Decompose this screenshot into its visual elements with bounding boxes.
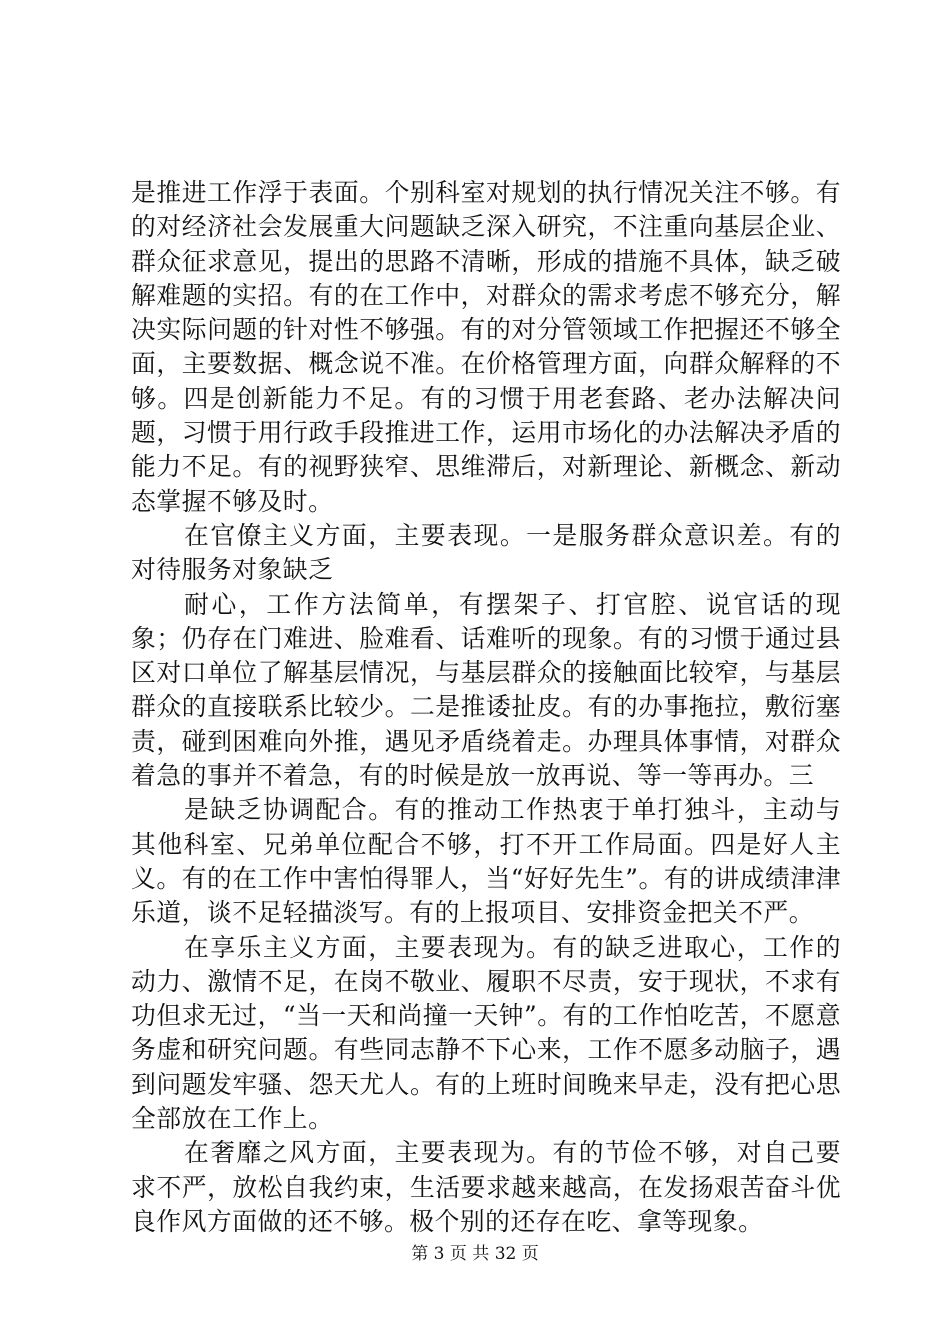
document-body bbox=[131, 176, 841, 1239]
paragraph-4: 是缺乏协调配合。有的推动工作热衷于单打独斗，主动与其他科室、兄弟单位配合不够，打不开工作局面。四是好人主义。有的在工作中害怕得罪人，当“好好先生”。有的讲成绩津津乐道，谈不足轻描淡写。有的上报项目、安排资金把关不严。 bbox=[131, 795, 841, 928]
page-footer: 第 3 页 共 32 页 bbox=[411, 1244, 539, 1264]
paragraph-5: 在享乐主义方面，主要表现为。有的缺乏进取心，工作的动力、激情不足，在岗不敬业、履职不尽责，安于现状，不求有功但求无过，“当一天和尚撞一天钟”。有的工作怕吃苦，不愿意务虚和研究问题。有些同志静不下心来，工作不愿多动脑子，遇到问题发牢骚、怨天尤人。有的上班时间晚来早走，没有把心思全部放在工作上。 bbox=[131, 932, 841, 1134]
paragraph-3: 耐心，工作方法简单，有摆架子、打官腔、说官话的现象；仍存在门难进、脸难看、话难听的现象。有的习惯于通过县区对口单位了解基层情况，与基层群众的接触面比较窄，与基层群众的直接联系比较少。二是推诿扯皮。有的办事拖拉，敷衍塞责，碰到困难向外推，遇见矛盾绕着走。办理具体事情，对群众着急的事并不着急，有的时候是放一放再说、等一等再办。三 bbox=[131, 589, 841, 791]
paragraph-2: 在官僚主义方面，主要表现。一是服务群众意识差。有的对待服务对象缺乏 bbox=[131, 520, 841, 585]
paragraph-1: 是推进工作浮于表面。个别科室对规划的执行情况关注不够。有的对经济社会发展重大问题缺乏深入研究，不注重向基层企业、群众征求意见，提出的思路不清晰，形成的措施不具体，缺乏破解难题的实招。有的在工作中，对群众的需求考虑不够充分，解决实际问题的针对性不够强。有的对分管领域工作把握还不够全面，主要数据、概念说不准。在价格管理方面，向群众解释的不够。四是创新能力不足。有的习惯于用老套路、老办法解决问题，习惯于用行政手段推进工作，运用市场化的办法解决矛盾的能力不足。有的视野狭窄、思维滞后，对新理论、新概念、新动态掌握不够及时。 bbox=[131, 178, 841, 516]
paragraph-6: 在奢靡之风方面，主要表现为。有的节俭不够，对自己要求不严，放松自我约束，生活要求越来越高，在发扬艰苦奋斗优良作风方面做的还不够。极个别的还存在吃、拿等现象。 bbox=[131, 1138, 841, 1236]
